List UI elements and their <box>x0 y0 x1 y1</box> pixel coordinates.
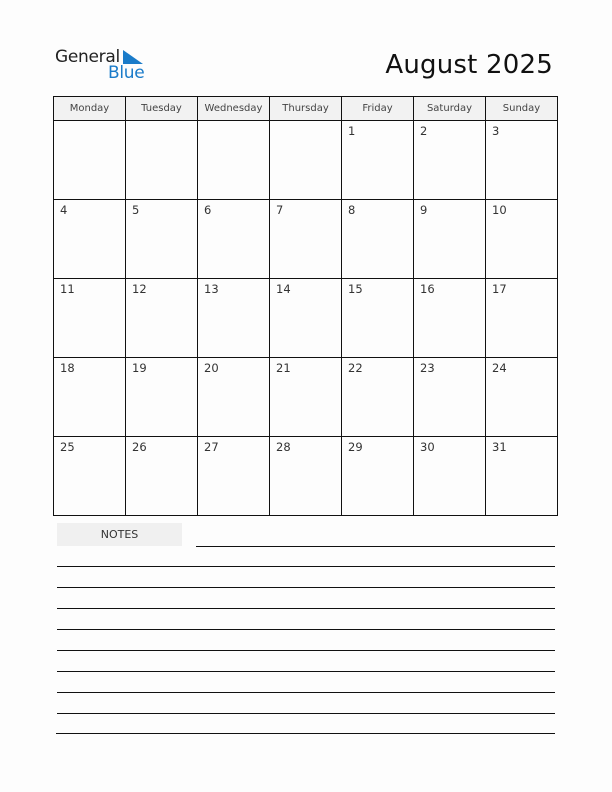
weekday-header: Monday <box>54 97 126 121</box>
day-cell: 6 <box>198 200 270 279</box>
notes-line <box>57 587 555 588</box>
day-cell: 4 <box>54 200 126 279</box>
generalblue-logo <box>55 47 155 83</box>
day-cell: 17 <box>486 279 558 358</box>
page-title: August 2025 <box>385 50 553 80</box>
day-cell <box>198 121 270 200</box>
notes-line <box>56 733 555 734</box>
weekday-header: Friday <box>342 97 414 121</box>
logo-text-general: General <box>55 47 120 67</box>
day-cell: 13 <box>198 279 270 358</box>
day-cell: 3 <box>486 121 558 200</box>
notes-label: NOTES <box>57 523 182 546</box>
week-row <box>54 200 558 279</box>
day-cell: 10 <box>486 200 558 279</box>
notes-line <box>196 546 555 547</box>
notes-line <box>57 650 555 651</box>
weekday-header: Wednesday <box>198 97 270 121</box>
weekday-header: Tuesday <box>126 97 198 121</box>
week-row <box>54 279 558 358</box>
week-row <box>54 358 558 437</box>
day-cell: 5 <box>126 200 198 279</box>
notes-line <box>57 713 555 714</box>
day-cell: 15 <box>342 279 414 358</box>
notes-line <box>57 608 555 609</box>
day-cell: 21 <box>270 358 342 437</box>
day-cell: 22 <box>342 358 414 437</box>
calendar-grid <box>53 96 558 516</box>
day-cell: 18 <box>54 358 126 437</box>
logo-triangle-icon <box>123 50 143 64</box>
day-cell: 19 <box>126 358 198 437</box>
day-cell: 26 <box>126 437 198 516</box>
week-row <box>54 121 558 200</box>
notes-line <box>57 629 555 630</box>
day-cell: 16 <box>414 279 486 358</box>
day-cell: 14 <box>270 279 342 358</box>
notes-line <box>57 671 555 672</box>
day-cell: 9 <box>414 200 486 279</box>
day-cell: 24 <box>486 358 558 437</box>
day-cell: 12 <box>126 279 198 358</box>
week-row <box>54 437 558 516</box>
day-cell: 20 <box>198 358 270 437</box>
day-cell: 1 <box>342 121 414 200</box>
day-cell <box>54 121 126 200</box>
day-cell: 28 <box>270 437 342 516</box>
day-cell: 27 <box>198 437 270 516</box>
day-cell: 8 <box>342 200 414 279</box>
weekday-header: Thursday <box>270 97 342 121</box>
day-cell: 23 <box>414 358 486 437</box>
day-cell <box>126 121 198 200</box>
day-cell: 29 <box>342 437 414 516</box>
weekday-header: Sunday <box>486 97 558 121</box>
day-cell: 31 <box>486 437 558 516</box>
notes-line <box>57 692 555 693</box>
day-cell: 11 <box>54 279 126 358</box>
day-cell: 25 <box>54 437 126 516</box>
day-cell: 30 <box>414 437 486 516</box>
notes-line <box>57 566 555 567</box>
weekday-header-row <box>54 97 558 121</box>
day-cell <box>270 121 342 200</box>
day-cell: 7 <box>270 200 342 279</box>
logo-text-blue: Blue <box>108 63 145 83</box>
weekday-header: Saturday <box>414 97 486 121</box>
day-cell: 2 <box>414 121 486 200</box>
